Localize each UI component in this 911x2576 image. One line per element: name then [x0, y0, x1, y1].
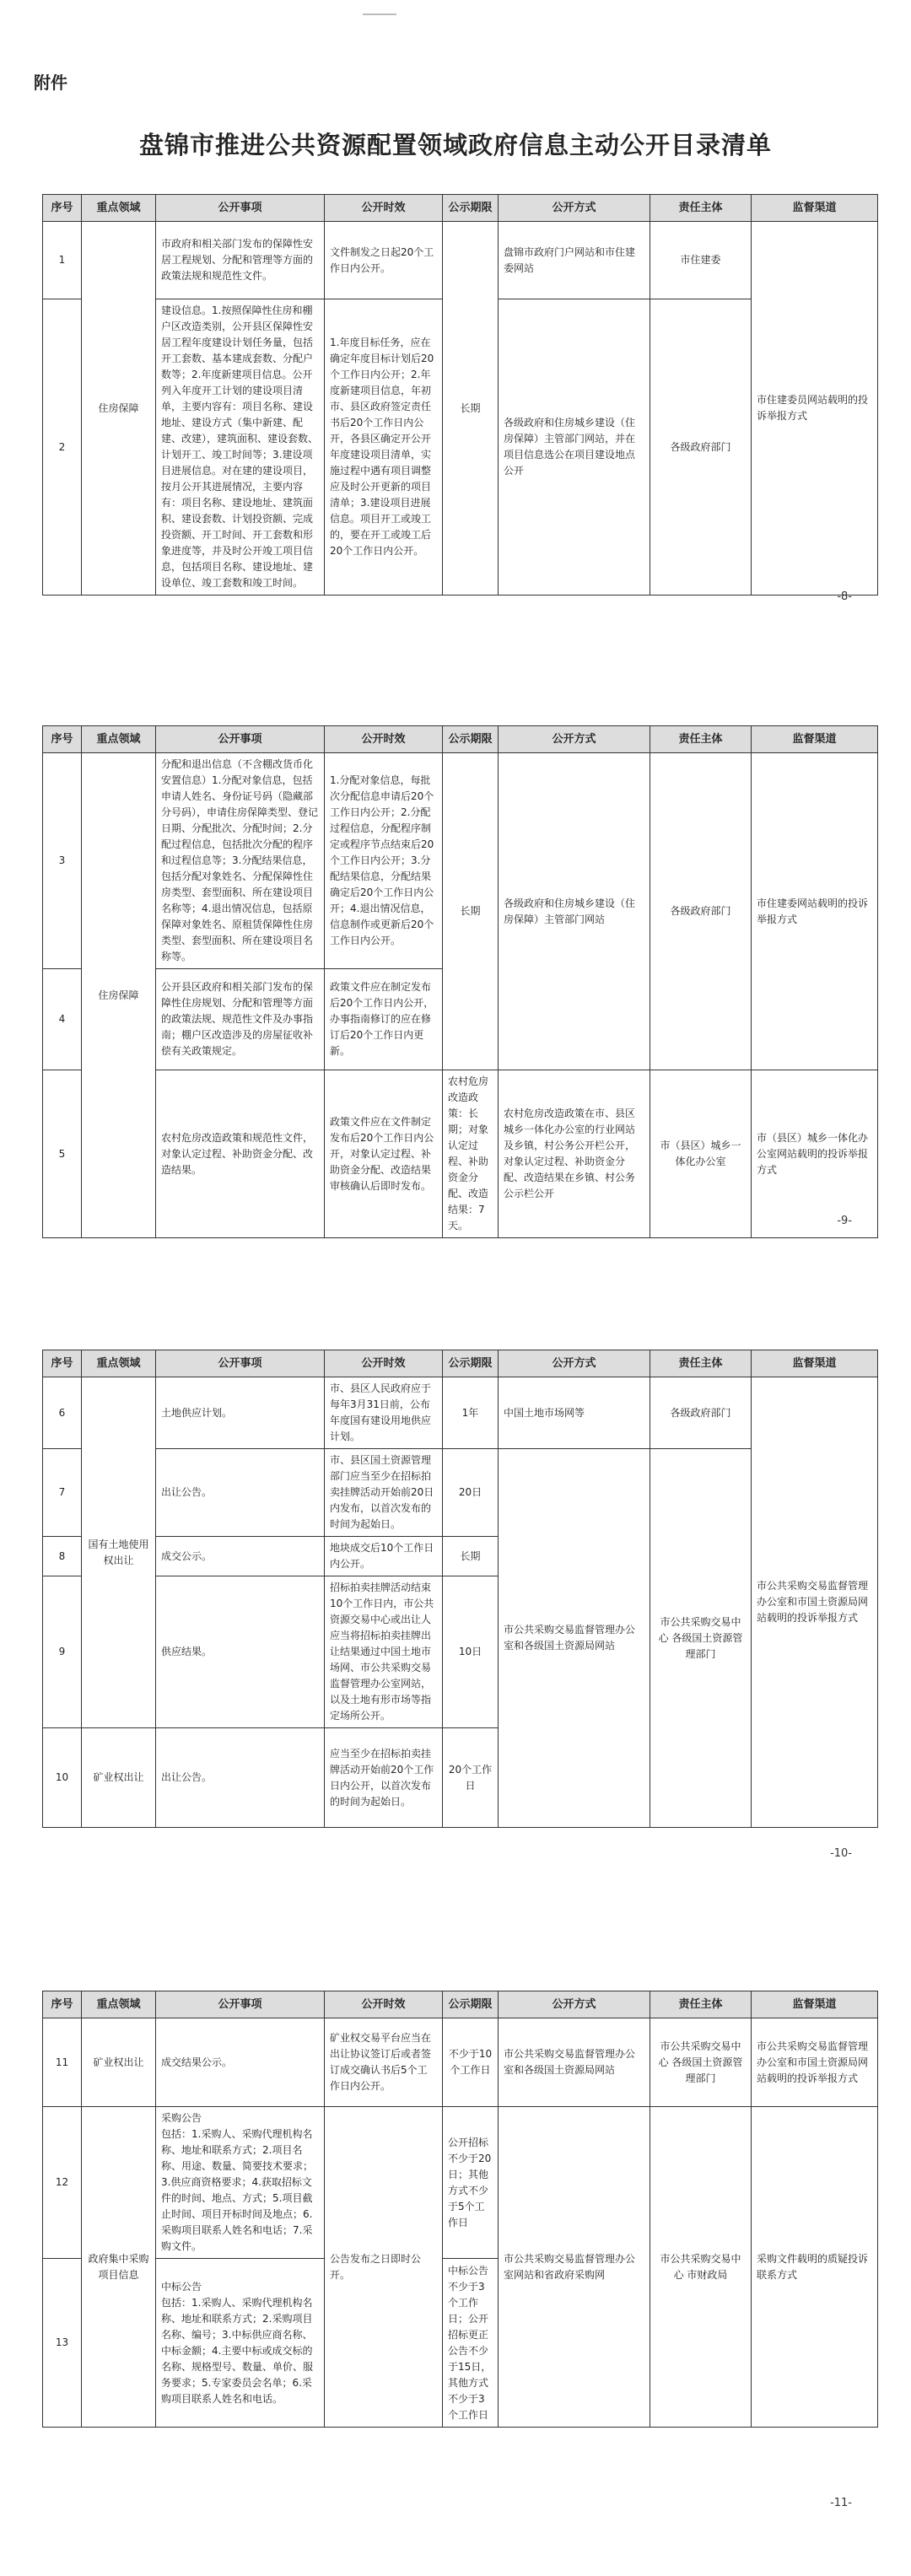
row-channel: 市住建委员网站载明的投诉举报方式 [752, 222, 878, 595]
row-subject: 各级政府部门 [650, 753, 752, 1070]
header-no: 序号 [43, 1991, 82, 2018]
row-item: 市政府和相关部门发布的保障性安居工程规划、分配和管理等方面的政策法规和规范性文件。 [156, 222, 325, 299]
row-period: 20日 [443, 1449, 499, 1537]
row-no: 7 [43, 1449, 82, 1537]
row-no: 4 [43, 969, 82, 1070]
table-row [43, 1070, 878, 1238]
table-header-row [43, 1991, 878, 2018]
row-period: 农村危房改造政策：长期；对象认定过程、补助资金分配、改造结果：7天。 [443, 1070, 499, 1238]
row-method: 市公共采购交易监督管理办公室和各级国土资源局网站 [499, 1449, 650, 1828]
header-no: 序号 [43, 1350, 82, 1377]
row-channel: 市（县区）城乡一体化办公室网站载明的投诉举报方式 [752, 1070, 878, 1238]
header-period: 公示期限 [443, 726, 499, 753]
row-item: 中标公告 包括：1.采购人、采购代理机构名称、地址和联系方式；2.采购项目名称、编号；3.中标供应商名称、中标金额；4.主要中标或成交标的名称、规格型号、数量、单价、服务要求；5.专家委员会名单；6.采购项目联系人姓名和电话。 [156, 2259, 325, 2428]
row-method: 农村危房改造政策在市、县区城乡一体化办公室的行业网站及乡镇，村公务公开栏公开，对象认定过程、补助资金分配、改造结果在乡镇、村公务公示栏公开 [499, 1070, 650, 1238]
table-header-row [43, 1350, 878, 1377]
header-period: 公示期限 [443, 1991, 499, 2018]
row-method: 中国土地市场网等 [499, 1377, 650, 1449]
row-time: 1.分配对象信息，每批次分配信息申请后20个工作日内公开；2.分配过程信息，分配程序制定或程序节点结束后20个工作日内公开；3.分配结果信息，分配结果确定后20个工作日内公开；4.退出情况信息，信息制作或更新后20个工作日内公开。 [325, 753, 443, 969]
row-channel: 市公共采购交易监督管理办公室和市国土资源局网站载明的投诉举报方式 [752, 2018, 878, 2107]
page-number: -8- [837, 590, 852, 603]
row-no: 1 [43, 222, 82, 299]
catalog-table [42, 1991, 878, 2428]
table-header-row [43, 195, 878, 222]
row-subject: 各级政府部门 [650, 299, 752, 595]
header-channel: 监督渠道 [752, 726, 878, 753]
row-no: 2 [43, 299, 82, 595]
row-method: 市公共采购交易监督管理办公室网站和省政府采购网 [499, 2107, 650, 2428]
table-header-row [43, 726, 878, 753]
header-time: 公开时效 [325, 1991, 443, 2018]
row-no: 6 [43, 1377, 82, 1449]
row-subject: 市公共采购交易中心 各级国土资源管理部门 [650, 1449, 752, 1828]
table-page-1 [42, 194, 877, 595]
header-field: 重点领域 [82, 195, 156, 222]
row-item: 出让公告。 [156, 1449, 325, 1537]
row-subject: 市（县区）城乡一体化办公室 [650, 1070, 752, 1238]
header-channel: 监督渠道 [752, 195, 878, 222]
row-no: 10 [43, 1728, 82, 1828]
header-field: 重点领域 [82, 1991, 156, 2018]
row-channel: 市公共采购交易监督管理办公室和市国土资源局网站载明的投诉举报方式 [752, 1377, 878, 1828]
header-channel: 监督渠道 [752, 1350, 878, 1377]
row-item: 采购公告 包括：1.采购人、采购代理机构名称、地址和联系方式；2.项目名称、用途、数量、简要技术要求；3.供应商资格要求；4.获取招标文件的时间、地点、方式；5.项目截止时间、项目开标时间及地点；6.采购项目联系人姓名和电话；7.采购文件。 [156, 2107, 325, 2259]
row-no: 5 [43, 1070, 82, 1238]
row-item: 农村危房改造政策和规范性文件，对象认定过程、补助资金分配、改造结果。 [156, 1070, 325, 1238]
row-no: 13 [43, 2259, 82, 2428]
header-item: 公开事项 [156, 1350, 325, 1377]
row-field: 矿业权出让 [82, 2018, 156, 2107]
row-subject: 市住建委 [650, 222, 752, 299]
row-field: 住房保障 [82, 222, 156, 595]
row-period: 长期 [443, 753, 499, 1070]
header-method: 公开方式 [499, 726, 650, 753]
row-no: 12 [43, 2107, 82, 2259]
row-method: 各级政府和住房城乡建设（住房保障）主管部门网站，并在项目信息选公在项目建设地点公开 [499, 299, 650, 595]
header-period: 公示期限 [443, 195, 499, 222]
row-item: 分配和退出信息（不含棚改货币化安置信息）1.分配对象信息，包括申请人姓名、身份证号码（隐藏部分号码），申请住房保障类型、登记日期、分配批次、分配时间；2.分配过程信息，包括批次分配的程序和过程信息等；3.分配结果信息，包括分配对象姓名、分配保障性住房类型、套型面积、所在建设项目名称等；4.退出情况信息，包括原保障对象姓名、原租赁保障性住房类型、套型面积、所在建设项目名称等。 [156, 753, 325, 969]
row-channel: 采购文件载明的质疑投诉联系方式 [752, 2107, 878, 2428]
header-item: 公开事项 [156, 726, 325, 753]
header-method: 公开方式 [499, 1991, 650, 2018]
header-field: 重点领域 [82, 726, 156, 753]
row-period: 20个工作日 [443, 1728, 499, 1828]
row-period: 不少于10个工作日 [443, 2018, 499, 2107]
row-field: 政府集中采购项目信息 [82, 2107, 156, 2428]
table-page-2 [42, 725, 877, 1238]
document-title: 盘锦市推进公共资源配置领域政府信息主动公开目录清单 [138, 131, 772, 159]
table-row [43, 2107, 878, 2259]
table-row [43, 222, 878, 299]
row-item: 出让公告。 [156, 1728, 325, 1828]
row-method: 市公共采购交易监督管理办公室和各级国土资源局网站 [499, 2018, 650, 2107]
header-time: 公开时效 [325, 726, 443, 753]
header-field: 重点领域 [82, 1350, 156, 1377]
row-time: 矿业权交易平台应当在出让协议签订后或者签订成交确认书后5个工作日内公开。 [325, 2018, 443, 2107]
row-time: 招标拍卖挂牌活动结束10个工作日内，市公共资源交易中心或出让人应当将招标拍卖挂牌出让结果通过中国土地市场网、市公共采购交易监督管理办公室网站，以及土地有形市场等指定场所公开。 [325, 1576, 443, 1728]
row-time: 文件制发之日起20个工作日内公开。 [325, 222, 443, 299]
row-time: 市、县区人民政府应于每年3月31日前，公布年度国有建设用地供应计划。 [325, 1377, 443, 1449]
page-number: -11- [830, 2497, 852, 2509]
header-time: 公开时效 [325, 195, 443, 222]
header-channel: 监督渠道 [752, 1991, 878, 2018]
header-subject: 责任主体 [650, 195, 752, 222]
row-no: 8 [43, 1537, 82, 1576]
table-page-3 [42, 1350, 877, 1828]
row-subject: 各级政府部门 [650, 1377, 752, 1449]
header-item: 公开事项 [156, 195, 325, 222]
catalog-table [42, 194, 878, 595]
header-subject: 责任主体 [650, 1991, 752, 2018]
row-item: 成交结果公示。 [156, 2018, 325, 2107]
header-no: 序号 [43, 726, 82, 753]
header-no: 序号 [43, 195, 82, 222]
row-no: 11 [43, 2018, 82, 2107]
table-row [43, 1377, 878, 1449]
page-number: -10- [830, 1847, 852, 1860]
row-period: 长期 [443, 1537, 499, 1576]
table-page-4 [42, 1991, 877, 2428]
header-method: 公开方式 [499, 195, 650, 222]
row-subject: 市公共采购交易中心 市财政局 [650, 2107, 752, 2428]
row-subject: 市公共采购交易中心 各级国土资源管理部门 [650, 2018, 752, 2107]
row-period: 长期 [443, 222, 499, 595]
row-item: 建设信息。1.按照保障性住房和棚户区改造类别，公开县区保障性安居工程年度建设计划任务量，包括开工套数、基本建成套数、分配户数等；2.年度新建项目信息。公开列入年度开工计划的建设项目清单，主要内容有：项目名称、建设地址、建设方式（集中新建、配建、改建），建筑面积、建设套数、计划开工、竣工时间等；3.建设项目进展信息。对在建的建设项目，按月公开其进展情况，主要内容有：项目名称、建设地址、建筑面积、建设套数、计划投资额、完成投资额、开工时间、开工套数和形象进度等，并及时公开竣工项目信息，包括项目名称、建设地址、建设单位、竣工套数和竣工时间。 [156, 299, 325, 595]
header-subject: 责任主体 [650, 1350, 752, 1377]
row-period: 1年 [443, 1377, 499, 1449]
attachment-label: 附件 [34, 73, 67, 93]
row-item: 供应结果。 [156, 1576, 325, 1728]
row-item: 成交公示。 [156, 1537, 325, 1576]
row-time: 市、县区国土资源管理部门应当至少在招标拍卖挂牌活动开始前20日内发布，以首次发布的时间为起始日。 [325, 1449, 443, 1537]
header-subject: 责任主体 [650, 726, 752, 753]
header-time: 公开时效 [325, 1350, 443, 1377]
row-field: 国有土地使用权出让 [82, 1377, 156, 1728]
row-field: 住房保障 [82, 753, 156, 1238]
table-row [43, 2018, 878, 2107]
row-period: 中标公告不少于3个工作日；公开招标更正公告不少于15日，其他方式不少于3个工作日 [443, 2259, 499, 2428]
row-time: 政策文件应在文件制定发布后20个工作日内公开，对象认定过程、补助资金分配、改造结果审核确认后即时发布。 [325, 1070, 443, 1238]
row-field: 矿业权出让 [82, 1728, 156, 1828]
row-time: 地块成交后10个工作日内公开。 [325, 1537, 443, 1576]
row-time: 应当至少在招标拍卖挂牌活动开始前20个工作日内公开，以首次发布的时间为起始日。 [325, 1728, 443, 1828]
page-number: -9- [837, 1215, 852, 1227]
row-time: 1.年度目标任务，应在确定年度目标计划后20个工作日内公开；2.年度新建项目信息，年初市、县区政府签定责任书后20个工作日内公开，各县区确定开公开年度建设项目清单，实施过程中遇有项目调整应及时公开更新的项目清单；3.建设项目进展信息。项目开工或竣工的，要在开工或竣工后20个工作日内公开。 [325, 299, 443, 595]
row-period: 10日 [443, 1576, 499, 1728]
catalog-table [42, 725, 878, 1238]
row-method: 盘锦市政府门户网站和市住建委网站 [499, 222, 650, 299]
row-item: 公开县区政府和相关部门发布的保障性住房规划、分配和管理等方面的政策法规、规范性文件及办事指南；棚户区改造涉及的房屋征收补偿有关政策规定。 [156, 969, 325, 1070]
table-row [43, 753, 878, 969]
row-method: 各级政府和住房城乡建设（住房保障）主管部门网站 [499, 753, 650, 1070]
header-item: 公开事项 [156, 1991, 325, 2018]
top-mark [363, 13, 396, 15]
catalog-table [42, 1350, 878, 1828]
row-period: 公开招标不少于20日；其他方式不少于5个工作日 [443, 2107, 499, 2259]
row-channel: 市住建委网站载明的投诉举报方式 [752, 753, 878, 1070]
row-item: 土地供应计划。 [156, 1377, 325, 1449]
row-time: 政策文件应在制定发布后20个工作日内公开，办事指南修订的应在修订后20个工作日内更新。 [325, 969, 443, 1070]
row-time: 公告发布之日即时公开。 [325, 2107, 443, 2428]
row-no: 9 [43, 1576, 82, 1728]
header-method: 公开方式 [499, 1350, 650, 1377]
header-period: 公示期限 [443, 1350, 499, 1377]
row-no: 3 [43, 753, 82, 969]
